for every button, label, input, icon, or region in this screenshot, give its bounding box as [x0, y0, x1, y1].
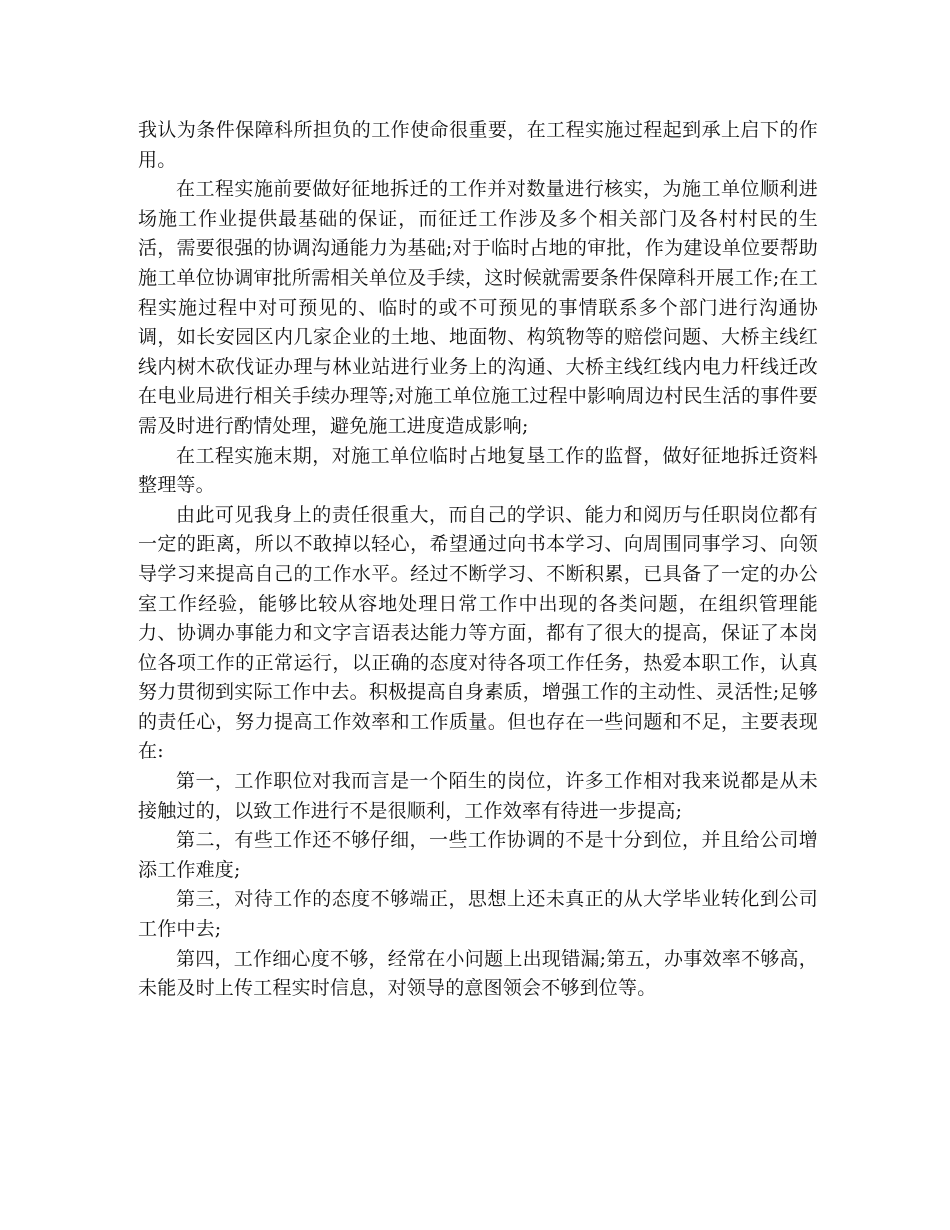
paragraph-pre-implementation: 在工程实施前要做好征地拆迁的工作并对数量进行核实，为施工单位顺利进场施工作业提供最基础的保证，而征迁工作涉及多个相关部门及各村村民的生活，需要很强的协调沟通能力为基础;对于临时占地的审批，作为建设单位要帮助施工单位协调审批所需相关单位及手续，这时候就需要条件保障科开展工作;在工程实施过程中对可预见的、临时的或不可预见的事情联系多个部门进行沟通协调，如长安园区内几家企业的土地、地面物、构筑物等的赔偿问题、大桥主线红线内树木砍伐证办理与林业站进行业务上的沟通、大桥主线红线内电力杆线迁改在电业局进行相关手续办理等;对施工单位施工过程中影响周边村民生活的事件要需及时进行酌情处理，避免施工进度造成影响;	[138, 178, 818, 437]
paragraph-responsibility: 由此可见我身上的责任很重大，而自己的学识、能力和阅历与任职岗位都有一定的距离，所以不敢掉以轻心，希望通过向书本学习、向周围同事学习、向领导学习来提高自己的工作水平。经过不断学习、不断积累，已具备了一定的办公室工作经验，能够比较从容地处理日常工作中出现的各类问题，在组织管理能力、协调办事能力和文字言语表达能力等方面，都有了很大的提高，保证了本岗位各项工作的正常运行，以正确的态度对待各项工作任务，热爱本职工作，认真努力贯彻到实际工作中去。积极提高自身素质，增强工作的主动性、灵活性;足够的责任心，努力提高工作效率和工作质量。但也存在一些问题和不足，主要表现在:	[138, 503, 818, 763]
paragraph-issue-second: 第二，有些工作还不够仔细，一些工作协调的不是十分到位，并且给公司增添工作难度;	[138, 829, 818, 881]
paragraph-intro: 我认为条件保障科所担负的工作使命很重要，在工程实施过程起到承上启下的作用。	[138, 119, 818, 171]
paragraph-issue-third: 第三，对待工作的态度不够端正，思想上还未真正的从大学毕业转化到公司工作中去;	[138, 888, 818, 941]
document-body	[138, 116, 818, 1004]
paragraph-issue-first: 第一，工作职位对我而言是一个陌生的岗位，许多工作相对我来说都是从未接触过的，以致工作进行不是很顺利，工作效率有待进一步提高;	[138, 770, 818, 822]
paragraph-issue-fourth-fifth: 第四，工作细心度不够，经常在小问题上出现错漏;第五，办事效率不够高，未能及时上传工程实时信息，对领导的意图领会不够到位等。	[138, 947, 818, 1000]
paragraph-late-implementation: 在工程实施末期，对施工单位临时占地复垦工作的监督，做好征地拆迁资料整理等。	[138, 444, 818, 497]
